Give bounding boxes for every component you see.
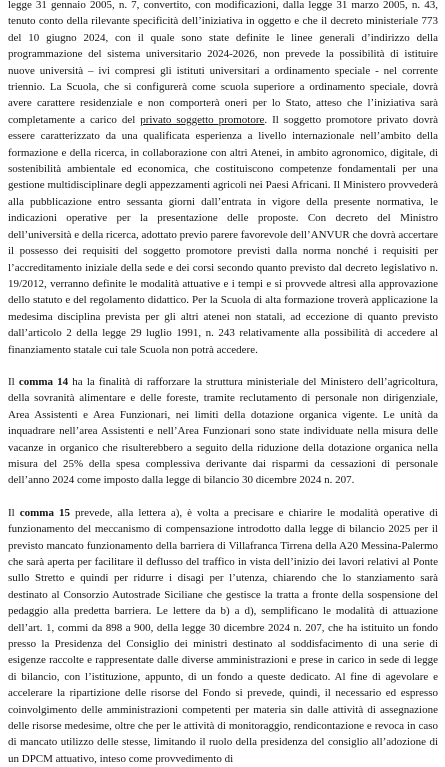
- text-segment: . Il soggetto promotore privato dovrà essere caratterizzato da una qualificata esperienza a livello internazionale nell’ambito della formazione e della ricerca, in collaborazione con altri Atenei, in ambito agronomico, digitale, di sostenibilità ambientale ed economica, che costituiscono competenze fondamentali per una gestione multidisciplinare degli appezzamenti agricoli nei Paesi Africani. Il Ministero provvederà alla pubblicazione entro sessanta giorni dall’entrata in vigore della presente normativa, le indicazioni operative per la presentazione delle proposte. Con decreto del Ministro dell’università e della ricerca, adottato previo parere favorevole dell’ANVUR che dovrà accertare il possesso dei requisiti del soggetto promotore previsti dalla norma nonché i requisiti per l’accreditamento iniziale della sede e dei corsi secondo quanto previsto dal decreto legislativo n. 19/2012, verranno definite le modalità attuative e i tempi e si provvede altresì alla approvazione dello statuto e del regolamento didattico. Per la Scuola di alta formazione troverà applicazione la medesima disciplina prevista per gli altri atenei non statali, ad eccezione di quanto previsto dall’articolo 2 della legge 29 luglio 1991, n. 243 relativamente alla possibilità di accedere al finanziamento statale cui tale Scuola non potrà accedere.: [8, 113, 438, 356]
- text-segment: legge 31 gennaio 2005, n. 7, convertito, con modificazioni, dalla legge 31 marzo 2005, n. 43, tenuto conto della rilevante specificità dell’iniziativa in oggetto e che il decreto ministeriale 773 del 10 giugno 2024, con il quale sono state definite le linee generali d’indirizzo della programmazione del sistema universitario 2024-2026, non prevede la possibilità di istituire nuove università – ivi compresi gli istituti universitari a ordinamento speciale - nel corrente triennio. La Scuola, che si configurerà come scuola superiore a ordinamento speciale, dovrà avere carattere residenziale e non comporterà oneri per lo Stato, atteso che l’iniziativa sarà completamente a carico del: [8, 0, 438, 126]
- paragraph-comma-14: [8, 374, 438, 489]
- text-segment: Il: [8, 506, 20, 519]
- text-segment: Il: [8, 375, 19, 388]
- comma-14-label: comma 14: [18, 375, 69, 388]
- underlined-text: privato soggetto promotore: [140, 113, 265, 126]
- text-segment: ha la finalità di rafforzare la struttura ministeriale del Ministero dell’agricoltura, della sovranità alimentare e delle foreste, tramite reclutamento di personale non dirigenziale, Area Assistenti e Area Funzionari, nei limiti della dotazione organica vigente. Le unità da inquadrare nell’area Assistenti e nell’Area Funzionari sono state individuate nella misura delle vacanze in organico che risulterebbero a seguito della riduzione della dotazione organica nella misura del 25% della spesa complessiva derivante dai risparmi da cessazioni di personale dell’anno 2024 come imposto dalla legge di bilancio 30 dicembre 2024 n. 207.: [8, 375, 438, 487]
- comma-15-label: comma 15: [19, 506, 70, 519]
- paragraph-school-initiative: [8, 0, 438, 358]
- text-segment: prevede, alla lettera a), è volta a precisare e chiarire le modalità operative di funzionamento del meccanismo di compensazione introdotto dalla legge di bilancio 2025 per il previsto mancato funzionamento della barriera di Villafranca Tirrena della A20 Messina-Palermo che sarà aperta per facilitare il deflusso del traffico in vista dell’inizio dei lavori relativi al Ponte sullo Stretto e quindi per ridurre i disagi per l’utenza, chiarendo che lo stanziamento sarà destinato al Consorzio Autostrade Siciliane che gestisce la tratta a fronte della sospensione del pedaggio alla predetta barriera. Le lettere da b) a d), semplificano le modalità di attuazione dell’art. 1, commi da 898 a 900, della legge 30 dicembre 2024 n. 207, che ha istituito un fondo presso la Presidenza del Consiglio dei ministri destinato al soddisfacimento di una serie di esigenze raccolte e rappresentate dalle diverse amministrazioni e prese in carico in sede di legge di bilancio, con l’istituzione, appunto, di un fondo a queste dedicato. Al fine di agevolare e accelerare la ripartizione delle risorse del Fondo si prevede, quindi, il necessario ed espresso coinvolgimento delle amministrazioni competenti per materia sin dalle attività di assegnazione delle risorse medesime, oltre che per le attività di monitoraggio, rendicontazione e revoca in caso di mancato utilizzo delle stesse, limitando il ruolo della presidenza del consiglio all’adozione di un DPCM attuativo, inteso come provvedimento di: [8, 506, 438, 765]
